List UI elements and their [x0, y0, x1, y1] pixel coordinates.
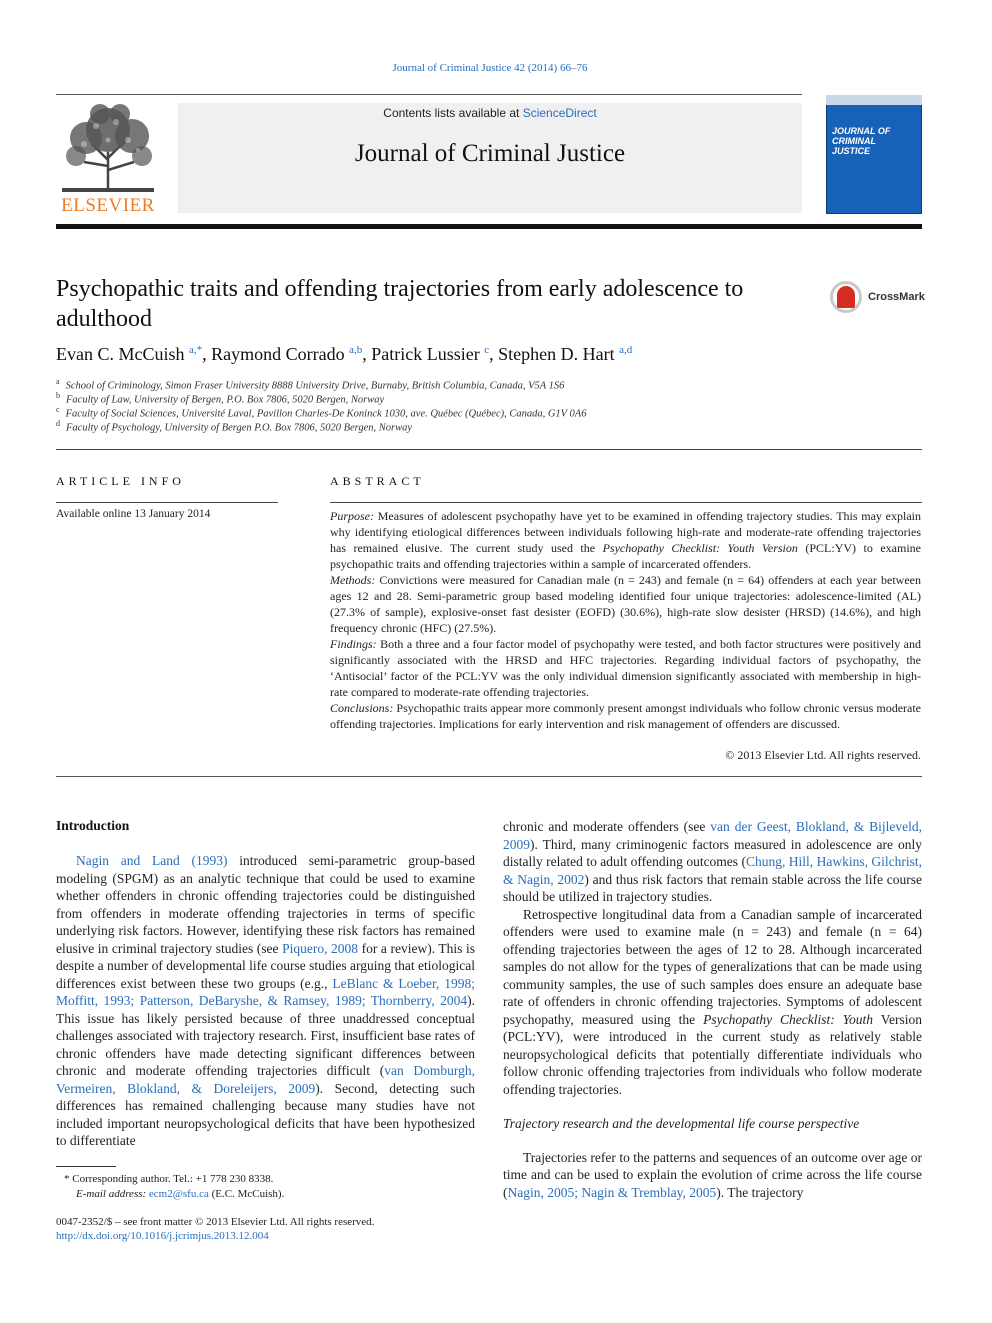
body-paragraph — [56, 852, 475, 1150]
abstract-purpose — [330, 508, 921, 572]
affiliation — [56, 391, 916, 406]
footnote-rule — [56, 1166, 116, 1167]
abstract-label: Purpose: — [330, 509, 374, 523]
email-link[interactable]: ecm2@sfu.ca — [148, 1188, 209, 1200]
available-online: Available online 13 January 2014 — [56, 508, 211, 520]
abstract-text: Both a three and a four factor model of psychopathy were tested, and both factor structures were positively and significantly associated with the HRSD and HFC trajectories. Regarding individual factors of psychopathy, the ‘Antisocial’ factor of the PCL:YV was the only individual dimension significantly associated with membership in high-rate compared to moderate-rate offending trajectories. — [330, 637, 921, 699]
doi-link[interactable]: http://dx.doi.org/10.1016/j.jcrimjus.2013.12.004 — [56, 1230, 269, 1242]
abstract-text: (PCL:YV) to examine psychopathic traits and offending trajectories within a sample of incarcerated offenders. — [330, 541, 921, 571]
email-label: E-mail address: — [76, 1188, 149, 1200]
abstract-text: Measures of adolescent psychopathy have yet to be examined in offending trajectory studies. This may explain why identifying etiological differences between individuals following high-rate and moderate-rate offending trajectories has remained elusive. The current study used the — [330, 509, 921, 555]
abstract-rule — [330, 502, 922, 503]
paragraph-text: ). Third, many criminogenic factors measured in adolescence are only distally related to adult offending outcomes ( — [503, 836, 922, 869]
citation-link[interactable]: Nagin and Land (1993) — [76, 853, 228, 868]
affiliation — [56, 419, 916, 434]
affiliation-text: Faculty of Law, University of Bergen, P.O. Box 7806, 5020 Bergen, Norway — [66, 394, 385, 406]
abstract-label: Methods: — [330, 573, 376, 587]
author-affil-sup[interactable]: a,b — [349, 344, 363, 356]
abstract-methods — [330, 572, 921, 636]
author-name: Raymond Corrado — [211, 344, 345, 364]
citation-link[interactable]: van Domburgh, Vermeiren, Blokland, & Doreleijers, 2009 — [56, 1063, 475, 1096]
citation-link[interactable]: Nagin, 2005; Nagin & Tremblay, 2005 — [507, 1184, 717, 1200]
journal-citation[interactable]: Journal of Criminal Justice 42 (2014) 66–76 — [392, 62, 588, 74]
affiliation — [56, 405, 916, 420]
body-paragraph — [503, 906, 922, 1099]
abstract-italic: Psychopathy Checklist: Youth Version — [602, 541, 798, 555]
article-info-rule — [56, 502, 278, 503]
paragraph-text: Version (PCL:YV), were introduced in the current study as relatively stable neuropsychological deficits that potentially differentiate individuals who follow chronic offending trajectories from individuals who follow moderate offending trajectories. — [503, 1011, 922, 1097]
abstract-bottom-rule — [330, 776, 922, 777]
article-info-heading: ARTICLE INFO — [56, 474, 185, 488]
contents-prefix: Contents lists available at — [383, 106, 523, 120]
introduction-heading: Introduction — [56, 818, 130, 833]
crossmark-bookmark-icon — [837, 286, 855, 308]
left-column — [56, 852, 475, 1150]
abstract-conclusions — [330, 700, 921, 732]
paragraph-text: ) and thus risk factors that remain stable across the life course should be utilized in trajectory studies. — [503, 871, 922, 904]
author-list — [56, 344, 916, 365]
abstract-findings — [330, 636, 921, 700]
paragraph-text: for a review). This is despite a number of developmental life course studies arguing that etiological differences exist between these two groups (e.g., — [56, 940, 475, 991]
email-note — [76, 1187, 496, 1201]
affiliation-text: Faculty of Social Sciences, Université Laval, Pavillon Charles-De Koninck 1030, ave. Québec (Québec), Canada, G1V 0A6 — [65, 408, 587, 420]
body-paragraph — [503, 818, 922, 906]
body-paragraph — [503, 1149, 922, 1202]
author-affil-sup[interactable]: c — [484, 344, 490, 356]
abstract-label: Findings: — [330, 637, 377, 651]
affiliation — [56, 377, 916, 392]
paragraph-text: Trajectories refer to the patterns and sequences of an outcome over age or time and can be used to explain the evolution of crime across the life course ( — [503, 1149, 922, 1200]
article-title: Psychopathic traits and offending trajectories from early adolescence to adulthood — [56, 276, 744, 332]
author-sep: , — [362, 344, 372, 364]
abstract-heading: ABSTRACT — [330, 474, 425, 488]
abstract-bottom-rule — [56, 776, 330, 777]
affiliation-text: Faculty of Psychology, University of Bergen P.O. Box 7806, 5020 Bergen, Norway — [66, 422, 413, 434]
paragraph-text: chronic and moderate offenders (see — [503, 819, 711, 834]
subsection-heading: Trajectory research and the developmental life course perspective — [503, 1116, 860, 1131]
citation-link[interactable]: van der Geest, Blokland, & Bijleveld, 2009 — [503, 819, 922, 852]
abstract-body — [330, 508, 921, 732]
author-name: Stephen D. Hart — [498, 344, 615, 364]
corresponding-author-note: * Corresponding author. Tel.: +1 778 230 8338. — [64, 1173, 274, 1185]
citation-link[interactable]: LeBlanc & Loeber, 1998; Moffitt, 1993; Patterson, DeBaryshe, & Ramsey, 1989; Thornberry, 2004 — [56, 975, 475, 1008]
affiliation-text: School of Criminology, Simon Fraser University 8888 University Drive, Burnaby, British Columbia, Canada, V5A 1S6 — [65, 380, 565, 392]
journal-cover-title: JOURNAL OF CRIMINAL JUSTICE — [832, 126, 891, 156]
issn-line: 0047-2352/$ – see front matter © 2013 Elsevier Ltd. All rights reserved. — [56, 1216, 375, 1228]
author-sep: , — [202, 344, 212, 364]
journal-name: Journal of Criminal Justice — [354, 140, 626, 167]
paragraph-text: Retrospective longitudinal data from a Canadian sample of incarcerated offenders were used to examine male (n = 243) and female (n = 64) offending trajectories between the ages of 12 to 28. Although incarcerated samples do not allow for the types of generalizations that can be made using community samples, the use of such samples does ensure an adequate base rate of offenders in chronic offending trajectories. Symptoms of adolescent psychopathy, measured using the — [503, 906, 922, 1027]
sciencedirect-link[interactable]: ScienceDirect — [522, 106, 597, 120]
elsevier-wordmark: ELSEVIER — [61, 195, 155, 216]
affiliation-marker: d — [56, 419, 60, 428]
citation-link[interactable]: Chung, Hill, Hawkins, Gilchrist, & Nagin, 2002 — [503, 854, 922, 887]
journal-cover-strip — [826, 95, 922, 105]
affiliation-marker: c — [56, 405, 60, 414]
citation-link[interactable]: Piquero, 2008 — [282, 940, 359, 956]
section-rule — [56, 449, 922, 450]
abstract-copyright: © 2013 Elsevier Ltd. All rights reserved. — [725, 748, 921, 762]
abstract-text: Psychopathic traits appear more commonly present amongst individuals who follow chronic versus moderate offending trajectories. Implications for early intervention and risk management of offenders are discussed. — [330, 701, 921, 731]
italic-text: Psychopathy Checklist: Youth — [703, 1011, 874, 1027]
elsevier-tree-logo — [56, 100, 160, 196]
paragraph-text: introduced semi-parametric group-based modeling (SPGM) as an analytic technique that could be used to examine whether offenders in chronic offending trajectories could be distinguished from offenders in moderate offending trajectories in terms of specific underlying risk factors. However, identifying these risk factors has remained elusive in criminal trajectory studies (see — [56, 853, 475, 956]
crossmark-label[interactable]: CrossMark — [868, 291, 925, 303]
author-sep: , — [489, 344, 499, 364]
paragraph-text: ). The trajectory — [716, 1184, 804, 1200]
email-suffix: (E.C. McCuish). — [208, 1188, 285, 1200]
paragraph-text: ). Second, detecting such differences has remained challenging because many studies have not included important neuropsychological deficits that have been hypothesized to differentiate — [56, 1080, 475, 1148]
author-affil-sup[interactable]: a,* — [189, 344, 203, 356]
contents-line — [178, 106, 802, 120]
author-name: Patrick Lussier — [371, 344, 480, 364]
affiliation-marker: b — [56, 391, 60, 400]
right-column — [503, 818, 922, 1201]
header-rule — [56, 94, 802, 95]
abstract-label: Conclusions: — [330, 701, 394, 715]
affiliation-marker: a — [56, 377, 60, 386]
paragraph-text: ). This issue has likely persisted because of three unaddressed conceptual challenges associated with trajectory research. First, insufficient base rates of chronic offenders have made detecting significant differences between chronic and moderate offending trajectories difficult ( — [56, 993, 475, 1078]
header-thick-rule — [56, 224, 922, 229]
author-affil-sup[interactable]: a,d — [619, 344, 633, 356]
doi-line — [56, 1229, 476, 1243]
author-name: Evan C. McCuish — [56, 344, 185, 364]
abstract-text: Convictions were measured for Canadian male (n = 243) and female (n = 64) offenders at each year between ages 12 and 28. Semi-parametric group based modeling identified four unique trajectories: adolescence-limited (AL) (27.3% of sample), explosive-onset fast desister (EOFD) (30.6%), high-rate slow desister (HRSD) (14.6%), and high frequency chronic (HFC) (27.5%). — [330, 573, 921, 635]
